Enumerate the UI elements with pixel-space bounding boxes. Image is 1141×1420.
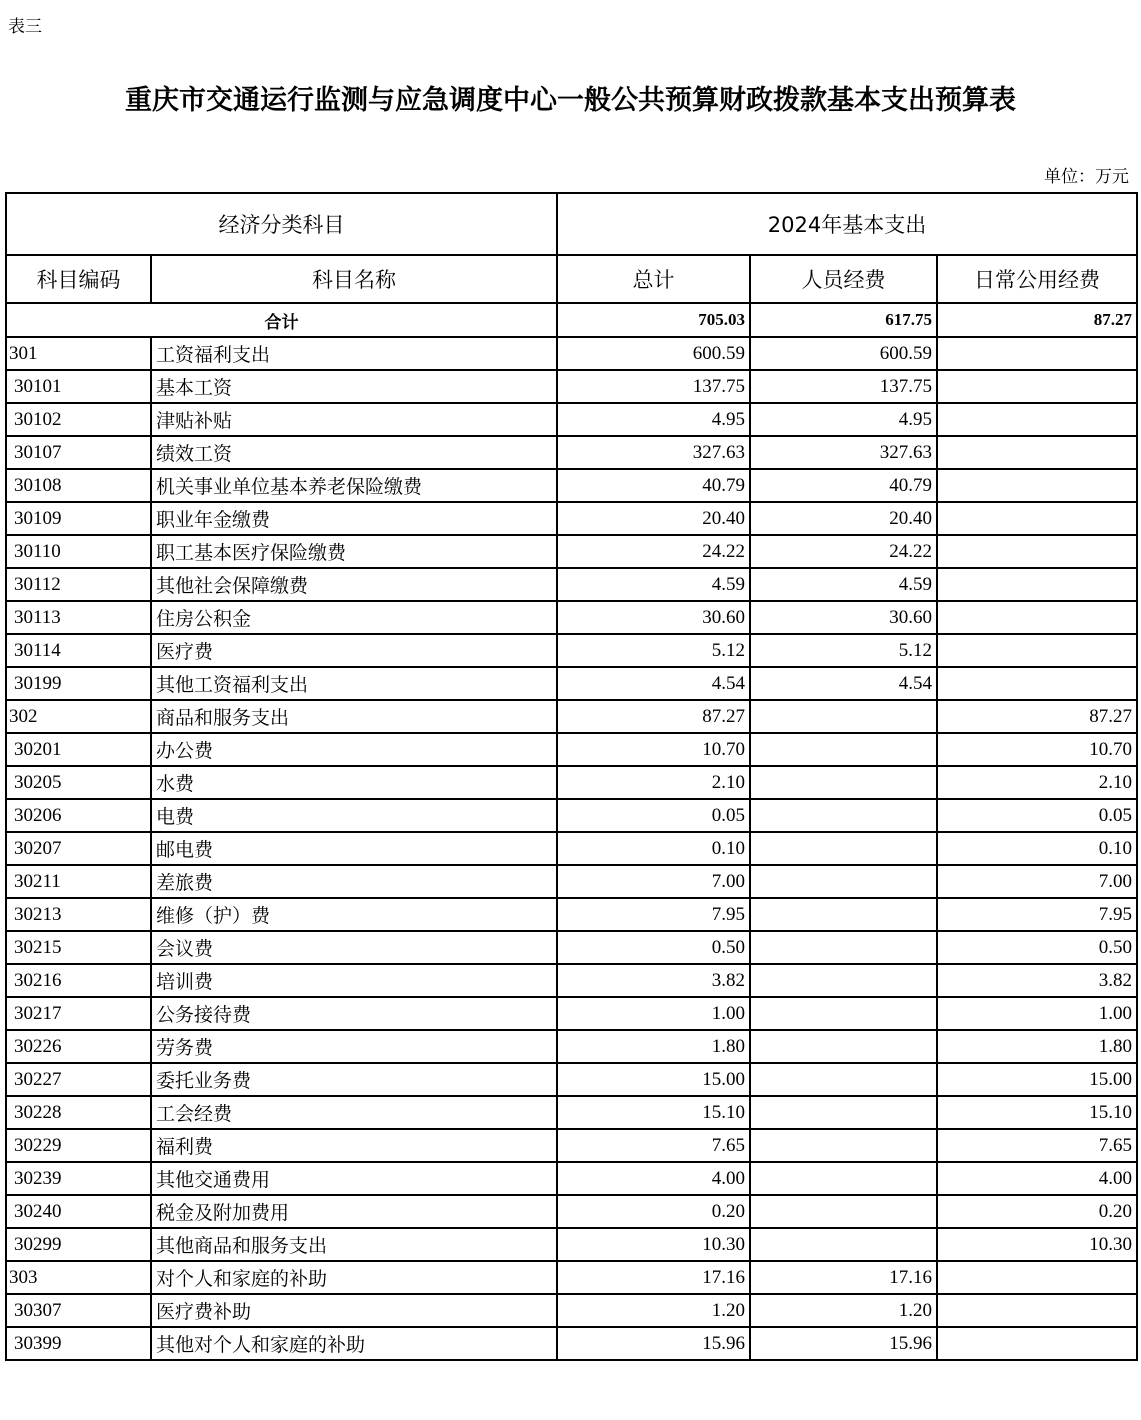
cell-public: 0.50	[937, 931, 1137, 964]
cell-code: 30240	[6, 1195, 151, 1228]
cell-personnel	[750, 700, 937, 733]
cell-personnel: 15.96	[750, 1327, 937, 1360]
cell-total: 600.59	[557, 337, 750, 370]
cell-code: 301	[6, 337, 151, 370]
cell-code: 30216	[6, 964, 151, 997]
budget-table-body	[6, 193, 1137, 1360]
cell-public	[937, 1327, 1137, 1360]
cell-name: 工会经费	[151, 1096, 557, 1129]
cell-name: 其他工资福利支出	[151, 667, 557, 700]
cell-total: 7.65	[557, 1129, 750, 1162]
table-row	[6, 634, 1137, 667]
table-row	[6, 799, 1137, 832]
cell-public	[937, 469, 1137, 502]
cell-name: 住房公积金	[151, 601, 557, 634]
cell-personnel: 5.12	[750, 634, 937, 667]
cell-total: 3.82	[557, 964, 750, 997]
cell-total: 2.10	[557, 766, 750, 799]
cell-code: 30229	[6, 1129, 151, 1162]
cell-public	[937, 337, 1137, 370]
table-row	[6, 568, 1137, 601]
cell-personnel	[750, 1030, 937, 1063]
cell-total: 0.05	[557, 799, 750, 832]
cell-total: 10.30	[557, 1228, 750, 1261]
cell-personnel	[750, 931, 937, 964]
cell-personnel	[750, 898, 937, 931]
table-row	[6, 766, 1137, 799]
cell-total: 24.22	[557, 535, 750, 568]
header-public: 日常公用经费	[937, 255, 1137, 303]
total-public: 87.27	[937, 303, 1137, 337]
cell-code: 30114	[6, 634, 151, 667]
cell-name: 职业年金缴费	[151, 502, 557, 535]
cell-name: 绩效工资	[151, 436, 557, 469]
table-row	[6, 964, 1137, 997]
cell-public	[937, 568, 1137, 601]
table-row	[6, 1063, 1137, 1096]
table-row	[6, 997, 1137, 1030]
header-row-group	[6, 193, 1137, 255]
header-total: 总计	[557, 255, 750, 303]
cell-personnel	[750, 799, 937, 832]
cell-public: 1.00	[937, 997, 1137, 1030]
cell-total: 17.16	[557, 1261, 750, 1294]
cell-code: 30399	[6, 1327, 151, 1360]
cell-public: 4.00	[937, 1162, 1137, 1195]
cell-code: 302	[6, 700, 151, 733]
cell-public: 10.70	[937, 733, 1137, 766]
table-row	[6, 535, 1137, 568]
cell-total: 15.96	[557, 1327, 750, 1360]
cell-public	[937, 601, 1137, 634]
cell-personnel	[750, 865, 937, 898]
cell-name: 机关事业单位基本养老保险缴费	[151, 469, 557, 502]
cell-public	[937, 1294, 1137, 1327]
cell-personnel	[750, 733, 937, 766]
cell-personnel	[750, 1195, 937, 1228]
cell-name: 其他商品和服务支出	[151, 1228, 557, 1261]
cell-name: 津贴补贴	[151, 403, 557, 436]
cell-total: 1.00	[557, 997, 750, 1030]
cell-public: 7.65	[937, 1129, 1137, 1162]
table-row	[6, 436, 1137, 469]
cell-public: 15.00	[937, 1063, 1137, 1096]
cell-name: 会议费	[151, 931, 557, 964]
cell-name: 其他社会保障缴费	[151, 568, 557, 601]
cell-code: 30217	[6, 997, 151, 1030]
cell-code: 30201	[6, 733, 151, 766]
cell-code: 30109	[6, 502, 151, 535]
header-code: 科目编码	[6, 255, 151, 303]
cell-total: 1.20	[557, 1294, 750, 1327]
cell-public: 0.20	[937, 1195, 1137, 1228]
cell-name: 对个人和家庭的补助	[151, 1261, 557, 1294]
cell-name: 税金及附加费用	[151, 1195, 557, 1228]
table-row	[6, 898, 1137, 931]
cell-code: 30228	[6, 1096, 151, 1129]
cell-public: 15.10	[937, 1096, 1137, 1129]
cell-personnel: 24.22	[750, 535, 937, 568]
cell-public: 87.27	[937, 700, 1137, 733]
cell-code: 30227	[6, 1063, 151, 1096]
cell-code: 30113	[6, 601, 151, 634]
cell-name: 差旅费	[151, 865, 557, 898]
cell-code: 30239	[6, 1162, 151, 1195]
total-total: 705.03	[557, 303, 750, 337]
table-row	[6, 733, 1137, 766]
cell-public	[937, 370, 1137, 403]
cell-personnel: 1.20	[750, 1294, 937, 1327]
table-row	[6, 1129, 1137, 1162]
table-row	[6, 667, 1137, 700]
table-row	[6, 1261, 1137, 1294]
cell-public	[937, 436, 1137, 469]
header-year-basic: 2024年基本支出	[557, 193, 1137, 255]
cell-total: 0.20	[557, 1195, 750, 1228]
cell-name: 医疗费补助	[151, 1294, 557, 1327]
cell-total: 15.10	[557, 1096, 750, 1129]
cell-personnel: 4.59	[750, 568, 937, 601]
cell-public: 7.00	[937, 865, 1137, 898]
total-personnel: 617.75	[750, 303, 937, 337]
cell-name: 电费	[151, 799, 557, 832]
cell-personnel	[750, 1129, 937, 1162]
cell-total: 40.79	[557, 469, 750, 502]
cell-personnel: 327.63	[750, 436, 937, 469]
cell-total: 327.63	[557, 436, 750, 469]
cell-public	[937, 535, 1137, 568]
cell-name: 劳务费	[151, 1030, 557, 1063]
cell-code: 30107	[6, 436, 151, 469]
cell-code: 30205	[6, 766, 151, 799]
cell-personnel	[750, 766, 937, 799]
cell-name: 办公费	[151, 733, 557, 766]
cell-total: 5.12	[557, 634, 750, 667]
cell-public: 0.10	[937, 832, 1137, 865]
table-number-label: 表三	[8, 17, 42, 37]
cell-name: 维修（护）费	[151, 898, 557, 931]
cell-total: 4.59	[557, 568, 750, 601]
table-row	[6, 1195, 1137, 1228]
cell-total: 15.00	[557, 1063, 750, 1096]
cell-name: 医疗费	[151, 634, 557, 667]
cell-name: 其他交通费用	[151, 1162, 557, 1195]
cell-personnel: 4.54	[750, 667, 937, 700]
cell-total: 1.80	[557, 1030, 750, 1063]
cell-personnel	[750, 1228, 937, 1261]
table-row	[6, 403, 1137, 436]
unit-label: 单位：万元	[1044, 167, 1129, 187]
cell-total: 4.54	[557, 667, 750, 700]
cell-personnel	[750, 1162, 937, 1195]
cell-name: 基本工资	[151, 370, 557, 403]
cell-personnel: 40.79	[750, 469, 937, 502]
cell-personnel: 137.75	[750, 370, 937, 403]
cell-name: 水费	[151, 766, 557, 799]
cell-public: 1.80	[937, 1030, 1137, 1063]
table-row	[6, 469, 1137, 502]
cell-name: 培训费	[151, 964, 557, 997]
table-row	[6, 931, 1137, 964]
cell-code: 30199	[6, 667, 151, 700]
cell-name: 公务接待费	[151, 997, 557, 1030]
cell-code: 30101	[6, 370, 151, 403]
cell-total: 4.00	[557, 1162, 750, 1195]
table-row	[6, 832, 1137, 865]
table-row	[6, 601, 1137, 634]
table-row	[6, 700, 1137, 733]
cell-code: 30108	[6, 469, 151, 502]
cell-personnel: 17.16	[750, 1261, 937, 1294]
cell-code: 30299	[6, 1228, 151, 1261]
cell-personnel: 30.60	[750, 601, 937, 634]
cell-code: 30213	[6, 898, 151, 931]
cell-public: 0.05	[937, 799, 1137, 832]
cell-code: 30307	[6, 1294, 151, 1327]
cell-name: 委托业务费	[151, 1063, 557, 1096]
table-row	[6, 1228, 1137, 1261]
cell-name: 商品和服务支出	[151, 700, 557, 733]
cell-personnel	[750, 1096, 937, 1129]
cell-total: 20.40	[557, 502, 750, 535]
cell-public	[937, 634, 1137, 667]
cell-total: 7.00	[557, 865, 750, 898]
cell-name: 邮电费	[151, 832, 557, 865]
cell-total: 10.70	[557, 733, 750, 766]
header-econ-class: 经济分类科目	[6, 193, 557, 255]
total-row	[6, 303, 1137, 337]
cell-public	[937, 1261, 1137, 1294]
cell-personnel	[750, 1063, 937, 1096]
table-row	[6, 1096, 1137, 1129]
cell-name: 福利费	[151, 1129, 557, 1162]
cell-name: 工资福利支出	[151, 337, 557, 370]
cell-code: 303	[6, 1261, 151, 1294]
cell-personnel	[750, 997, 937, 1030]
cell-public: 7.95	[937, 898, 1137, 931]
table-row	[6, 1162, 1137, 1195]
cell-code: 30112	[6, 568, 151, 601]
cell-name: 其他对个人和家庭的补助	[151, 1327, 557, 1360]
cell-total: 7.95	[557, 898, 750, 931]
cell-public: 3.82	[937, 964, 1137, 997]
cell-total: 137.75	[557, 370, 750, 403]
total-label: 合计	[6, 303, 557, 337]
cell-public	[937, 403, 1137, 436]
cell-personnel	[750, 964, 937, 997]
cell-name: 职工基本医疗保险缴费	[151, 535, 557, 568]
cell-personnel: 20.40	[750, 502, 937, 535]
header-personnel: 人员经费	[750, 255, 937, 303]
cell-total: 0.10	[557, 832, 750, 865]
cell-code: 30206	[6, 799, 151, 832]
table-row	[6, 337, 1137, 370]
cell-code: 30110	[6, 535, 151, 568]
table-row	[6, 865, 1137, 898]
table-row	[6, 370, 1137, 403]
cell-code: 30215	[6, 931, 151, 964]
table-row	[6, 1030, 1137, 1063]
cell-public: 2.10	[937, 766, 1137, 799]
table-row	[6, 1294, 1137, 1327]
cell-total: 87.27	[557, 700, 750, 733]
budget-table	[5, 192, 1138, 1361]
header-name: 科目名称	[151, 255, 557, 303]
cell-code: 30226	[6, 1030, 151, 1063]
table-row	[6, 502, 1137, 535]
cell-total: 4.95	[557, 403, 750, 436]
cell-personnel	[750, 832, 937, 865]
page-title: 重庆市交通运行监测与应急调度中心一般公共预算财政拨款基本支出预算表	[125, 85, 1016, 116]
header-row-columns	[6, 255, 1137, 303]
cell-code: 30102	[6, 403, 151, 436]
cell-total: 0.50	[557, 931, 750, 964]
cell-public	[937, 502, 1137, 535]
cell-public	[937, 667, 1137, 700]
cell-personnel: 600.59	[750, 337, 937, 370]
table-row	[6, 1327, 1137, 1360]
cell-total: 30.60	[557, 601, 750, 634]
cell-code: 30207	[6, 832, 151, 865]
cell-personnel: 4.95	[750, 403, 937, 436]
cell-code: 30211	[6, 865, 151, 898]
cell-public: 10.30	[937, 1228, 1137, 1261]
